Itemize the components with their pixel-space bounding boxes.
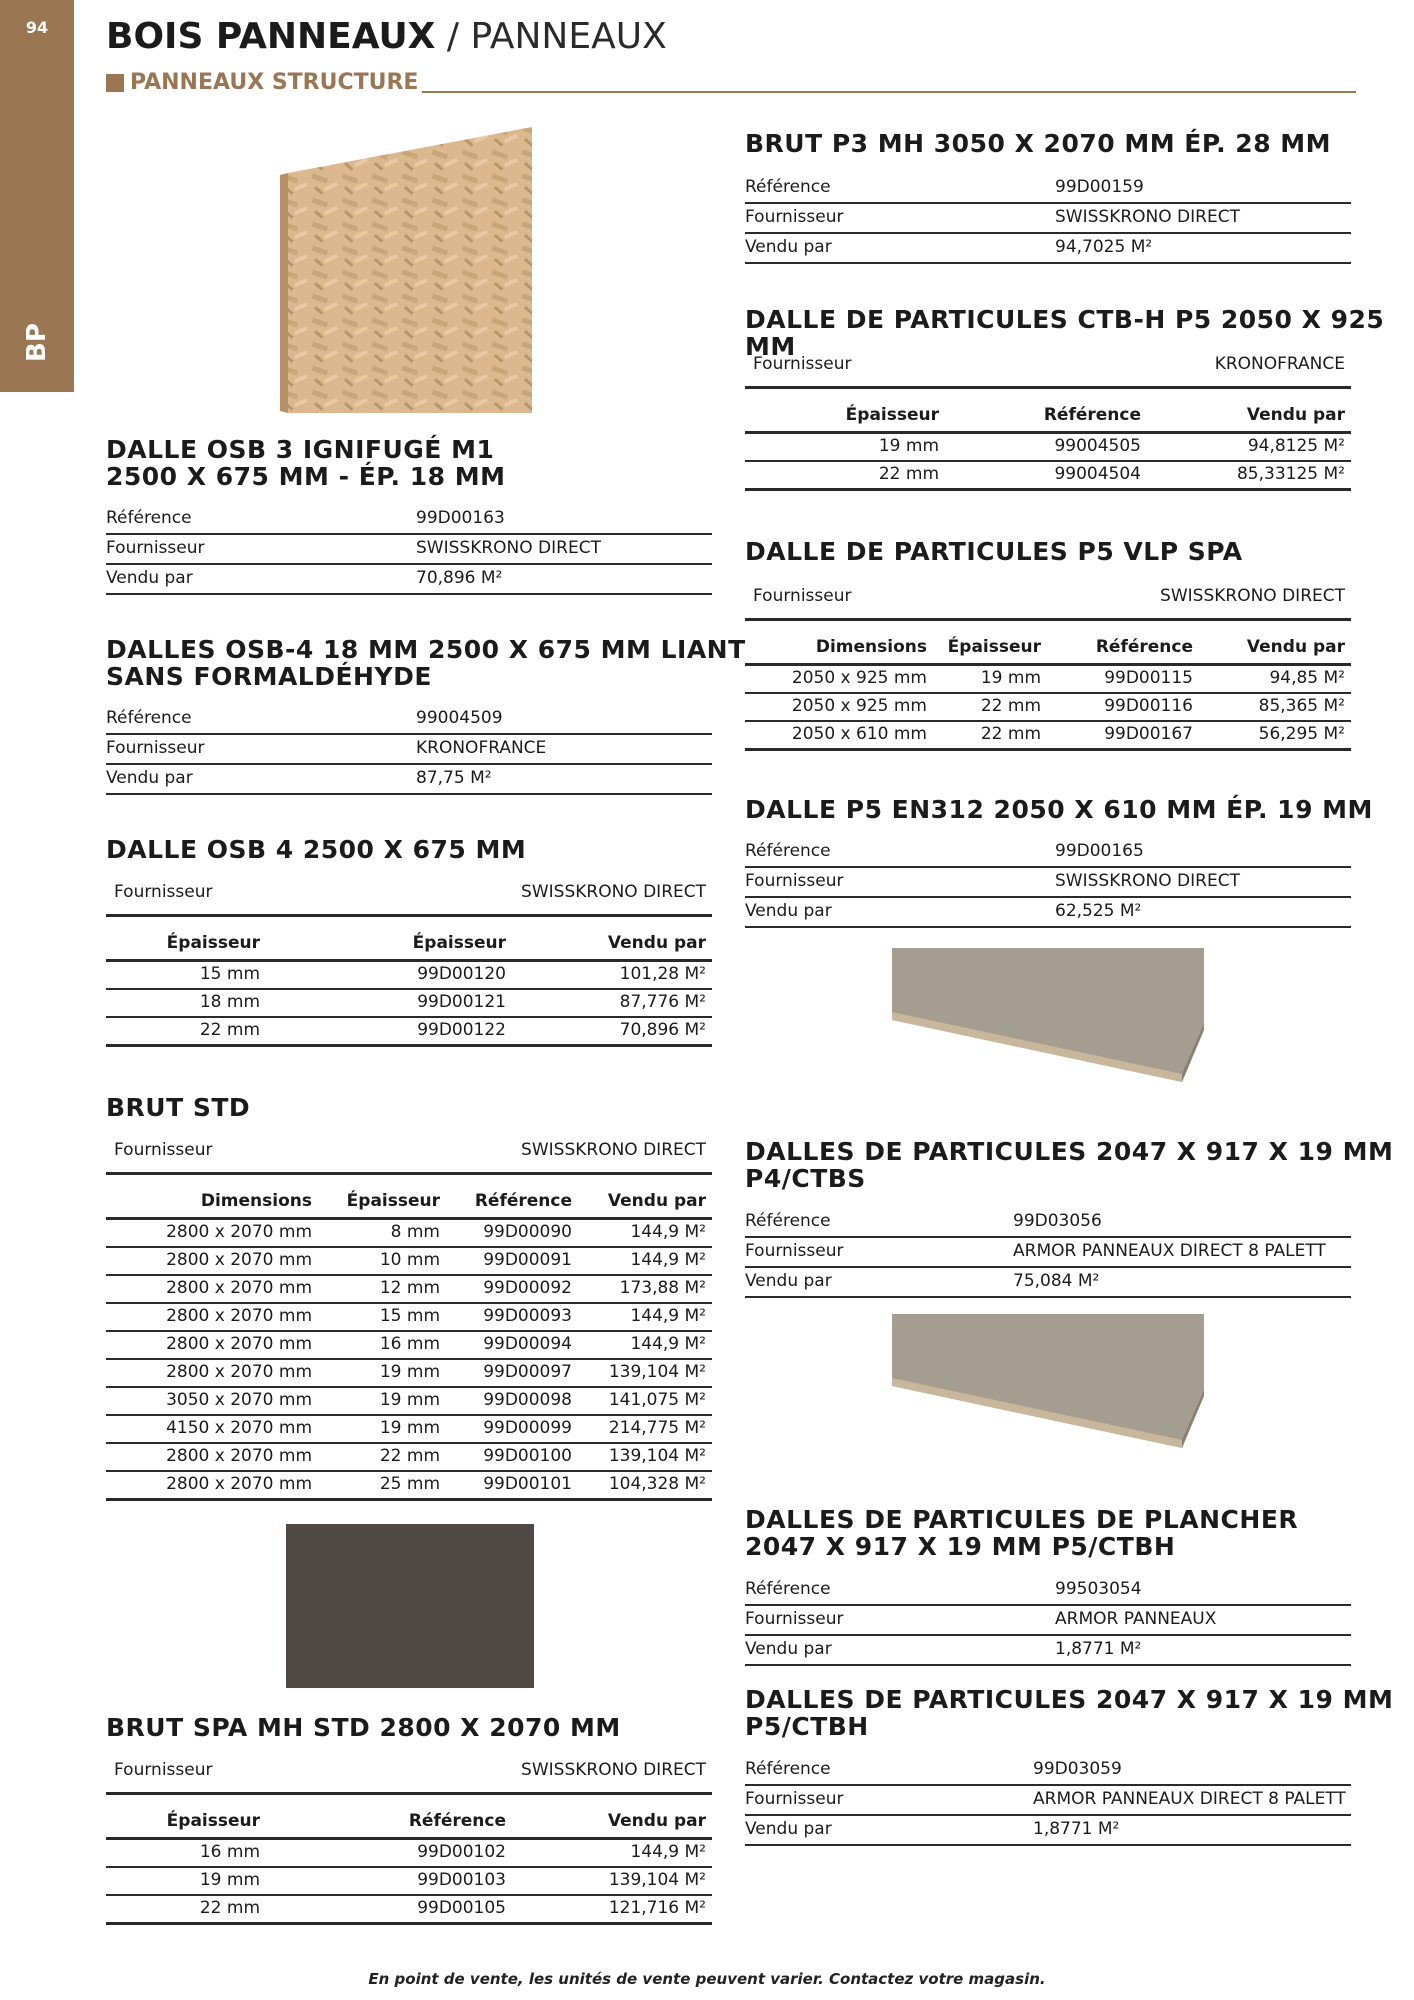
- osb4-col-thickness: Épaisseur: [166, 933, 260, 953]
- table-cell: 99D00122: [417, 1020, 506, 1040]
- p4ctbs-ref-label: Référence: [745, 1211, 831, 1231]
- osb3-sold: 70,896 M²: [416, 568, 503, 588]
- page-title-suffix: / PANNEAUX: [446, 16, 667, 57]
- osb3-specs: [106, 505, 712, 595]
- vlp-col-sold: Vendu par: [1246, 637, 1345, 657]
- brutp3-specs: [745, 174, 1351, 264]
- p5ctbh-sold-label: Vendu par: [745, 1819, 832, 1839]
- table-row: [106, 1896, 712, 1925]
- p5ctbh-title-line1: DALLES DE PARTICULES 2047 X 917 X 19 MM: [745, 1685, 1394, 1714]
- table-cell: 141,075 M²: [608, 1390, 706, 1410]
- plancher-sold: 1,8771 M²: [1055, 1639, 1142, 1659]
- en312-specs: [745, 838, 1351, 928]
- table-cell: 2800 x 2070 mm: [166, 1362, 312, 1382]
- table-cell: 2050 x 925 mm: [791, 696, 927, 716]
- p5ctbh-ref-label: Référence: [745, 1759, 831, 1779]
- table-cell: 99D00091: [483, 1250, 572, 1270]
- osb3-supplier-label: Fournisseur: [106, 538, 205, 558]
- brutstd-col-dimensions: Dimensions: [200, 1191, 312, 1211]
- plancher-title-line2: 2047 X 917 X 19 MM P5/CTBH: [745, 1532, 1176, 1561]
- table-cell: 99D00115: [1104, 668, 1193, 688]
- ctbh-col-sold: Vendu par: [1246, 405, 1345, 425]
- table-cell: 19 mm: [878, 436, 939, 456]
- p4ctbs-title-line2: P4/CTBS: [745, 1164, 866, 1193]
- table-cell: 8 mm: [390, 1222, 440, 1242]
- brutspa-col-sold: Vendu par: [607, 1811, 706, 1831]
- vlp-col-ref: Référence: [1095, 637, 1193, 657]
- plancher-ref-label: Référence: [745, 1579, 831, 1599]
- p5ctbh-ref: 99D03059: [1033, 1759, 1122, 1779]
- table-row: [106, 990, 712, 1018]
- table-cell: 85,365 M²: [1258, 696, 1345, 716]
- table-row: [106, 1276, 712, 1304]
- table-cell: 121,716 M²: [608, 1898, 706, 1918]
- table-row: [745, 462, 1351, 491]
- table-cell: 144,9 M²: [630, 1222, 706, 1242]
- table-cell: 99D00093: [483, 1306, 572, 1326]
- table-row: [106, 1332, 712, 1360]
- table-row: [106, 1840, 712, 1868]
- table-cell: 70,896 M²: [619, 1020, 706, 1040]
- table-cell: 99D00098: [483, 1390, 572, 1410]
- p5ctbh-supplier: ARMOR PANNEAUX DIRECT 8 PALETT: [1033, 1789, 1346, 1809]
- plancher-sold-label: Vendu par: [745, 1639, 832, 1659]
- table-cell: 22 mm: [980, 696, 1041, 716]
- brutspa-col-ref: Référence: [408, 1811, 506, 1831]
- vlp-col-dimensions: Dimensions: [815, 637, 927, 657]
- table-cell: 87,776 M²: [619, 992, 706, 1012]
- ctbh-supplier: KRONOFRANCE: [1214, 354, 1345, 374]
- table-cell: 139,104 M²: [608, 1870, 706, 1890]
- plancher-supplier: ARMOR PANNEAUX: [1055, 1609, 1217, 1629]
- brutp3-ref: 99D00159: [1055, 177, 1144, 197]
- ctbh-title: DALLE DE PARTICULES CTB-H P5 2050 X 925 MM: [745, 305, 1385, 361]
- table-cell: 94,85 M²: [1269, 668, 1345, 688]
- p5ctbh-title-line2: P5/CTBH: [745, 1712, 869, 1741]
- table-row: [106, 1472, 712, 1501]
- table-cell: 144,9 M²: [630, 1842, 706, 1862]
- osb4lf-supplier: KRONOFRANCE: [416, 738, 547, 758]
- table-cell: 2800 x 2070 mm: [166, 1250, 312, 1270]
- osb4lf-sold: 87,75 M²: [416, 768, 492, 788]
- table-cell: 19 mm: [980, 668, 1041, 688]
- subtitle-square-icon: [106, 74, 124, 92]
- ctbh-col-thickness: Épaisseur: [845, 405, 939, 425]
- table-cell: 56,295 M²: [1258, 724, 1345, 744]
- table-cell: 99D00105: [417, 1898, 506, 1918]
- section-subtitle: PANNEAUX STRUCTURE: [130, 70, 419, 95]
- table-cell: 16 mm: [199, 1842, 260, 1862]
- table-cell: 144,9 M²: [630, 1250, 706, 1270]
- table-row: [106, 1018, 712, 1047]
- vlp-supplier: SWISSKRONO DIRECT: [1160, 586, 1345, 606]
- particle-board-photo-1: [892, 948, 1204, 1082]
- osb4lf-supplier-label: Fournisseur: [106, 738, 205, 758]
- table-row: [106, 1388, 712, 1416]
- table-cell: 2800 x 2070 mm: [166, 1222, 312, 1242]
- osb3-title-line1: DALLE OSB 3 IGNIFUGÉ M1: [106, 435, 495, 464]
- p4ctbs-title: [745, 1138, 1393, 1192]
- table-row: [106, 962, 712, 990]
- table-row: [745, 666, 1351, 694]
- brutstd-table: [106, 1134, 712, 1501]
- table-cell: 99D00120: [417, 964, 506, 984]
- table-cell: 22 mm: [199, 1898, 260, 1918]
- table-cell: 85,33125 M²: [1236, 464, 1345, 484]
- table-cell: 3050 x 2070 mm: [166, 1390, 312, 1410]
- osb4-col-ref: Épaisseur: [412, 933, 506, 953]
- plancher-title-line1: DALLES DE PARTICULES DE PLANCHER: [745, 1505, 1299, 1534]
- table-row: [745, 434, 1351, 462]
- brutspa-col-thickness: Épaisseur: [166, 1811, 260, 1831]
- p4ctbs-sold-label: Vendu par: [745, 1271, 832, 1291]
- particle-board-photo-2: [892, 1314, 1204, 1448]
- table-cell: 22 mm: [980, 724, 1041, 744]
- table-cell: 19 mm: [379, 1362, 440, 1382]
- subtitle-divider: [422, 91, 1356, 93]
- table-cell: 99D00167: [1104, 724, 1193, 744]
- p5ctbh-title: [745, 1686, 1393, 1740]
- table-cell: 18 mm: [199, 992, 260, 1012]
- osb4lf-title: [106, 636, 746, 690]
- brutspa-table: [106, 1754, 712, 1925]
- vlp-title: DALLE DE PARTICULES P5 VLP SPA: [745, 537, 1243, 566]
- brutstd-supplier: SWISSKRONO DIRECT: [521, 1140, 706, 1160]
- table-cell: 19 mm: [199, 1870, 260, 1890]
- page-title: [106, 16, 667, 57]
- brutp3-sold: 94,7025 M²: [1055, 237, 1153, 257]
- plancher-title: [745, 1506, 1298, 1560]
- en312-supplier-label: Fournisseur: [745, 871, 844, 891]
- table-cell: 99D00102: [417, 1842, 506, 1862]
- table-cell: 99D00097: [483, 1362, 572, 1382]
- osb3-title: [106, 436, 505, 490]
- table-cell: 2800 x 2070 mm: [166, 1474, 312, 1494]
- p4ctbs-title-line1: DALLES DE PARTICULES 2047 X 917 X 19 MM: [745, 1137, 1394, 1166]
- table-row: [106, 1248, 712, 1276]
- table-cell: 99004504: [1054, 464, 1141, 484]
- plancher-supplier-label: Fournisseur: [745, 1609, 844, 1629]
- table-cell: 22 mm: [199, 1020, 260, 1040]
- vlp-col-thickness: Épaisseur: [947, 637, 1041, 657]
- osb3-ref-label: Référence: [106, 508, 192, 528]
- table-row: [106, 1868, 712, 1896]
- page-number: 94: [25, 18, 49, 37]
- osb4-table: [106, 876, 712, 1047]
- p4ctbs-supplier: ARMOR PANNEAUX DIRECT 8 PALETT: [1013, 1241, 1326, 1261]
- table-cell: 99D00090: [483, 1222, 572, 1242]
- footer-note: En point de vente, les unités de vente peuvent varier. Contactez votre magasin.: [368, 1970, 1046, 1988]
- osb4lf-title-line2: SANS FORMALDÉHYDE: [106, 662, 432, 691]
- table-cell: 173,88 M²: [619, 1278, 706, 1298]
- table-cell: 101,28 M²: [619, 964, 706, 984]
- table-cell: 22 mm: [379, 1446, 440, 1466]
- osb4lf-ref-label: Référence: [106, 708, 192, 728]
- ctbh-col-ref: Référence: [1043, 405, 1141, 425]
- table-cell: 2050 x 610 mm: [791, 724, 927, 744]
- plancher-specs: [745, 1576, 1351, 1666]
- brutstd-supplier-label: Fournisseur: [114, 1140, 213, 1160]
- section-tab-label: [22, 318, 52, 378]
- brutp3-sold-label: Vendu par: [745, 237, 832, 257]
- vlp-table: [745, 580, 1351, 751]
- en312-ref: 99D00165: [1055, 841, 1144, 861]
- osb3-ref: 99D00163: [416, 508, 505, 528]
- table-cell: 10 mm: [379, 1250, 440, 1270]
- p5ctbh-sold: 1,8771 M²: [1033, 1819, 1120, 1839]
- osb3-sold-label: Vendu par: [106, 568, 193, 588]
- table-cell: 19 mm: [379, 1418, 440, 1438]
- table-cell: 19 mm: [379, 1390, 440, 1410]
- table-cell: 4150 x 2070 mm: [166, 1418, 312, 1438]
- table-cell: 2800 x 2070 mm: [166, 1446, 312, 1466]
- ctbh-table: [745, 348, 1351, 491]
- table-cell: 144,9 M²: [630, 1306, 706, 1326]
- section-subtitle-row: [106, 70, 1356, 98]
- table-cell: 2800 x 2070 mm: [166, 1334, 312, 1354]
- table-cell: 99D00094: [483, 1334, 572, 1354]
- brutspa-supplier-label: Fournisseur: [114, 1760, 213, 1780]
- brutspa-panel-photo: [286, 1524, 534, 1688]
- table-cell: 94,8125 M²: [1247, 436, 1345, 456]
- table-cell: 16 mm: [379, 1334, 440, 1354]
- page-title-main: BOIS PANNEAUX: [106, 16, 436, 57]
- vlp-supplier-label: Fournisseur: [753, 586, 852, 606]
- table-cell: 99D00101: [483, 1474, 572, 1494]
- osb3-supplier: SWISSKRONO DIRECT: [416, 538, 601, 558]
- osb4-supplier: SWISSKRONO DIRECT: [521, 882, 706, 902]
- table-cell: 144,9 M²: [630, 1334, 706, 1354]
- en312-sold-label: Vendu par: [745, 901, 832, 921]
- brutstd-col-thickness: Épaisseur: [346, 1191, 440, 1211]
- p5ctbh-supplier-label: Fournisseur: [745, 1789, 844, 1809]
- table-cell: 2800 x 2070 mm: [166, 1278, 312, 1298]
- brutstd-title: BRUT STD: [106, 1093, 251, 1122]
- brutp3-title: BRUT P3 MH 3050 X 2070 MM ÉP. 28 MM: [745, 129, 1332, 158]
- table-row: [745, 722, 1351, 751]
- osb4lf-title-line1: DALLES OSB-4 18 MM 2500 X 675 MM LIANT: [106, 635, 746, 664]
- p5ctbh-specs: [745, 1756, 1351, 1846]
- table-cell: 139,104 M²: [608, 1362, 706, 1382]
- table-cell: 2050 x 925 mm: [791, 668, 927, 688]
- en312-supplier: SWISSKRONO DIRECT: [1055, 871, 1240, 891]
- table-cell: 214,775 M²: [608, 1418, 706, 1438]
- osb4-col-sold: Vendu par: [607, 933, 706, 953]
- osb4lf-ref: 99004509: [416, 708, 503, 728]
- table-cell: 99D00099: [483, 1418, 572, 1438]
- osb4-title: DALLE OSB 4 2500 X 675 MM: [106, 835, 527, 864]
- osb3-title-line2: 2500 X 675 MM - ÉP. 18 MM: [106, 462, 506, 491]
- osb4lf-specs: [106, 705, 712, 795]
- table-cell: 25 mm: [379, 1474, 440, 1494]
- osb-panel-photo: [280, 125, 540, 415]
- table-row: [106, 1220, 712, 1248]
- table-cell: 2800 x 2070 mm: [166, 1306, 312, 1326]
- table-cell: 12 mm: [379, 1278, 440, 1298]
- table-cell: 99D00103: [417, 1870, 506, 1890]
- brutp3-ref-label: Référence: [745, 177, 831, 197]
- p4ctbs-ref: 99D03056: [1013, 1211, 1102, 1231]
- osb4lf-sold-label: Vendu par: [106, 768, 193, 788]
- table-row: [106, 1304, 712, 1332]
- table-cell: 99D00116: [1104, 696, 1193, 716]
- table-cell: 139,104 M²: [608, 1446, 706, 1466]
- ctbh-supplier-label: Fournisseur: [753, 354, 852, 374]
- table-cell: 99D00121: [417, 992, 506, 1012]
- brutstd-col-sold: Vendu par: [607, 1191, 706, 1211]
- p4ctbs-specs: [745, 1208, 1351, 1298]
- brutspa-title: BRUT SPA MH STD 2800 X 2070 MM: [106, 1713, 621, 1742]
- en312-ref-label: Référence: [745, 841, 831, 861]
- p4ctbs-supplier-label: Fournisseur: [745, 1241, 844, 1261]
- table-row: [106, 1444, 712, 1472]
- en312-sold: 62,525 M²: [1055, 901, 1142, 921]
- p4ctbs-sold: 75,084 M²: [1013, 1271, 1100, 1291]
- table-cell: 99D00100: [483, 1446, 572, 1466]
- plancher-ref: 99503054: [1055, 1579, 1142, 1599]
- section-tab-text: BP: [22, 323, 52, 362]
- table-cell: 15 mm: [379, 1306, 440, 1326]
- table-row: [745, 694, 1351, 722]
- table-row: [106, 1360, 712, 1388]
- brutp3-supplier: SWISSKRONO DIRECT: [1055, 207, 1240, 227]
- table-cell: 22 mm: [878, 464, 939, 484]
- table-cell: 99004505: [1054, 436, 1141, 456]
- table-cell: 15 mm: [199, 964, 260, 984]
- table-cell: 104,328 M²: [608, 1474, 706, 1494]
- table-row: [106, 1416, 712, 1444]
- brutstd-col-ref: Référence: [474, 1191, 572, 1211]
- brutp3-supplier-label: Fournisseur: [745, 207, 844, 227]
- en312-title: DALLE P5 EN312 2050 X 610 MM ÉP. 19 MM: [745, 795, 1373, 824]
- osb4-supplier-label: Fournisseur: [114, 882, 213, 902]
- brutspa-supplier: SWISSKRONO DIRECT: [521, 1760, 706, 1780]
- table-cell: 99D00092: [483, 1278, 572, 1298]
